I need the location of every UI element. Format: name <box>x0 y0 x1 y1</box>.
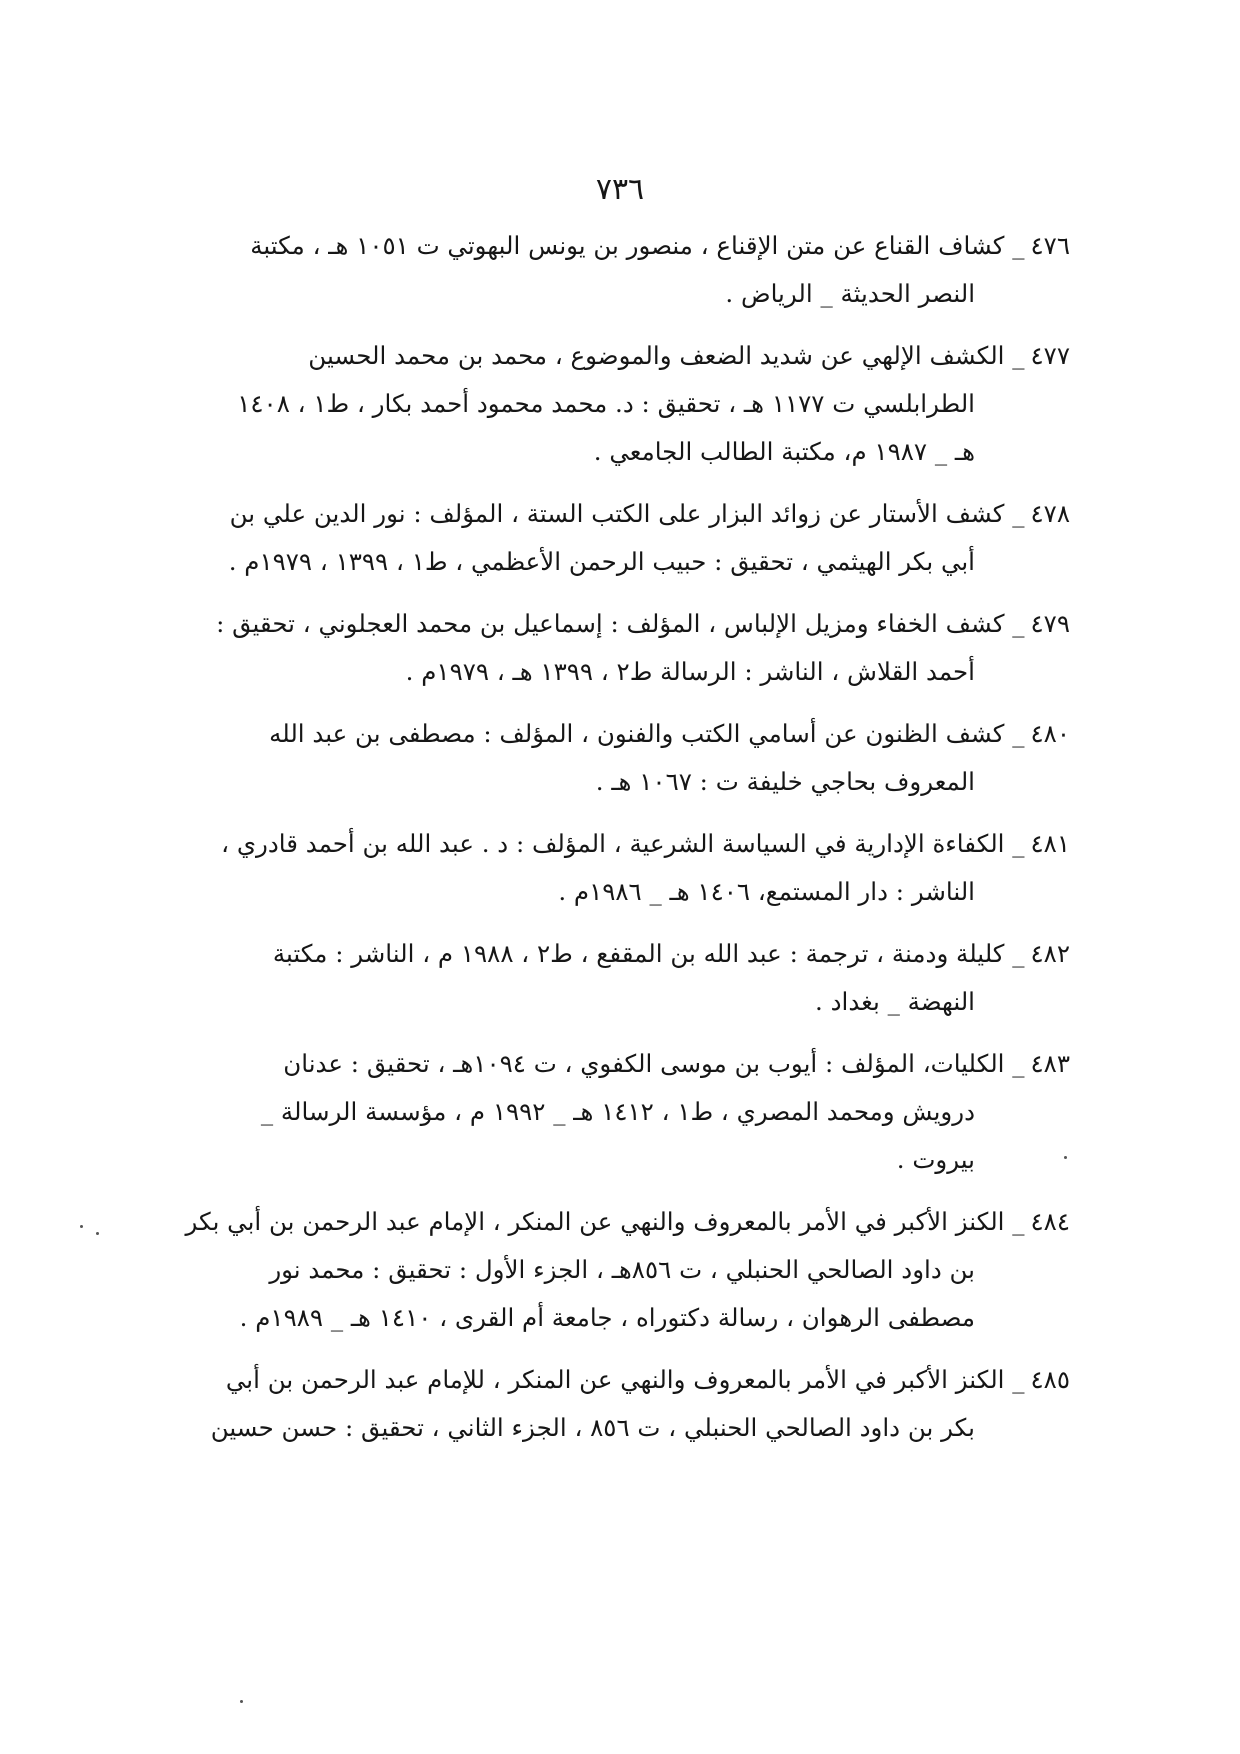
entry-line: بن داود الصالحي الحنبلي ، ت ٨٥٦هـ ، الجزء الأول : تحقيق : محمد نور <box>269 1255 975 1284</box>
entry-line: أبي بكر الهيثمي ، تحقيق : حبيب الرحمن الأعظمي ، ط١ ، ١٣٩٩ ، ١٩٧٩م . <box>228 547 975 576</box>
bibliography-list <box>150 222 1070 1466</box>
bibliography-entry <box>150 930 1070 1026</box>
entry-line: بيروت . <box>896 1145 975 1174</box>
entry-number: ٤٧٦ <box>1030 231 1070 260</box>
entry-line: مصطفى الرهوان ، رسالة دكتوراه ، جامعة أم القرى ، ١٤١٠ هـ _ ١٩٨٩م . <box>239 1303 975 1332</box>
bibliography-entry <box>150 820 1070 916</box>
entry-text: _ الكفاءة الإدارية في السياسة الشرعية ، المؤلف : د . عبد الله بن أحمد قادري ، <box>221 829 1025 858</box>
entry-number: ٤٨٠ <box>1030 719 1070 748</box>
entry-line <box>150 1198 1070 1246</box>
entry-number: ٤٨٣ <box>1030 1049 1070 1078</box>
bibliography-entry <box>150 600 1070 696</box>
entry-line: الناشر : دار المستمع، ١٤٠٦ هـ _ ١٩٨٦م . <box>558 877 975 906</box>
entry-line: النصر الحديثة _ الرياض . <box>725 279 975 308</box>
scan-speck <box>96 1232 99 1235</box>
entry-text: _ كشف الظنون عن أسامي الكتب والفنون ، المؤلف : مصطفى بن عبد الله <box>269 719 1025 748</box>
bibliography-entry <box>150 332 1070 476</box>
entry-line: بكر بن داود الصالحي الحنبلي ، ت ٨٥٦ ، الجزء الثاني ، تحقيق : حسن حسين <box>210 1413 975 1442</box>
entry-line <box>150 710 1070 758</box>
scan-speck <box>240 1700 243 1703</box>
entry-line <box>150 1356 1070 1404</box>
entry-number: ٤٨٥ <box>1030 1365 1070 1394</box>
entry-line: الطرابلسي ت ١١٧٧ هـ ، تحقيق : د. محمد محمود أحمد بكار ، ط١ ، ١٤٠٨ <box>237 389 975 418</box>
bibliography-entry <box>150 710 1070 806</box>
bibliography-entry <box>150 1198 1070 1342</box>
entry-line: هـ _ ١٩٨٧ م، مكتبة الطالب الجامعي . <box>593 437 975 466</box>
bibliography-entry <box>150 1356 1070 1452</box>
entry-line <box>150 930 1070 978</box>
scan-speck <box>80 1225 83 1228</box>
entry-line: درويش ومحمد المصري ، ط١ ، ١٤١٢ هـ _ ١٩٩٢ م ، مؤسسة الرسالة _ <box>260 1097 975 1126</box>
entry-line <box>150 222 1070 270</box>
entry-line: أحمد القلاش ، الناشر : الرسالة ط٢ ، ١٣٩٩ هـ ، ١٩٧٩م . <box>405 657 975 686</box>
entry-text: _ كشاف القناع عن متن الإقناع ، منصور بن يونس البهوتي ت ١٠٥١ هـ ، مكتبة <box>250 231 1025 260</box>
bibliography-entry <box>150 1040 1070 1184</box>
entry-line <box>150 820 1070 868</box>
entry-number: ٤٧٩ <box>1030 609 1070 638</box>
entry-line <box>150 332 1070 380</box>
entry-line <box>150 600 1070 648</box>
entry-text: _ كشف الأستار عن زوائد البزار على الكتب الستة ، المؤلف : نور الدين علي بن <box>229 499 1025 528</box>
bibliography-entry <box>150 222 1070 318</box>
entry-text: _ الكليات، المؤلف : أيوب بن موسى الكفوي ، ت ١٠٩٤هـ ، تحقيق : عدنان <box>283 1049 1025 1078</box>
entry-number: ٤٨٢ <box>1030 939 1070 968</box>
bibliography-entry <box>150 490 1070 586</box>
entry-number: ٤٧٧ <box>1030 341 1070 370</box>
entry-line <box>150 1040 1070 1088</box>
entry-text: _ الكنز الأكبر في الأمر بالمعروف والنهي عن المنكر ، الإمام عبد الرحمن بن أبي بكر <box>185 1207 1025 1236</box>
entry-text: _ الكنز الأكبر في الأمر بالمعروف والنهي عن المنكر ، للإمام عبد الرحمن بن أبي <box>225 1365 1025 1394</box>
entry-number: ٤٨٤ <box>1030 1207 1070 1236</box>
entry-line: النهضة _ بغداد . <box>815 987 975 1016</box>
page-number: ٧٣٦ <box>595 172 645 207</box>
entry-number: ٤٧٨ <box>1030 499 1070 528</box>
entry-text: _ كشف الخفاء ومزيل الإلباس ، المؤلف : إسماعيل بن محمد العجلوني ، تحقيق : <box>216 609 1025 638</box>
entry-number: ٤٨١ <box>1030 829 1070 858</box>
entry-text: _ الكشف الإلهي عن شديد الضعف والموضوع ، محمد بن محمد الحسين <box>308 341 1025 370</box>
scan-speck <box>1064 1156 1067 1159</box>
entry-text: _ كليلة ودمنة ، ترجمة : عبد الله بن المقفع ، ط٢ ، ١٩٨٨ م ، الناشر : مكتبة <box>272 939 1025 968</box>
entry-line <box>150 490 1070 538</box>
entry-line: المعروف بحاجي خليفة ت : ١٠٦٧ هـ . <box>595 767 975 796</box>
